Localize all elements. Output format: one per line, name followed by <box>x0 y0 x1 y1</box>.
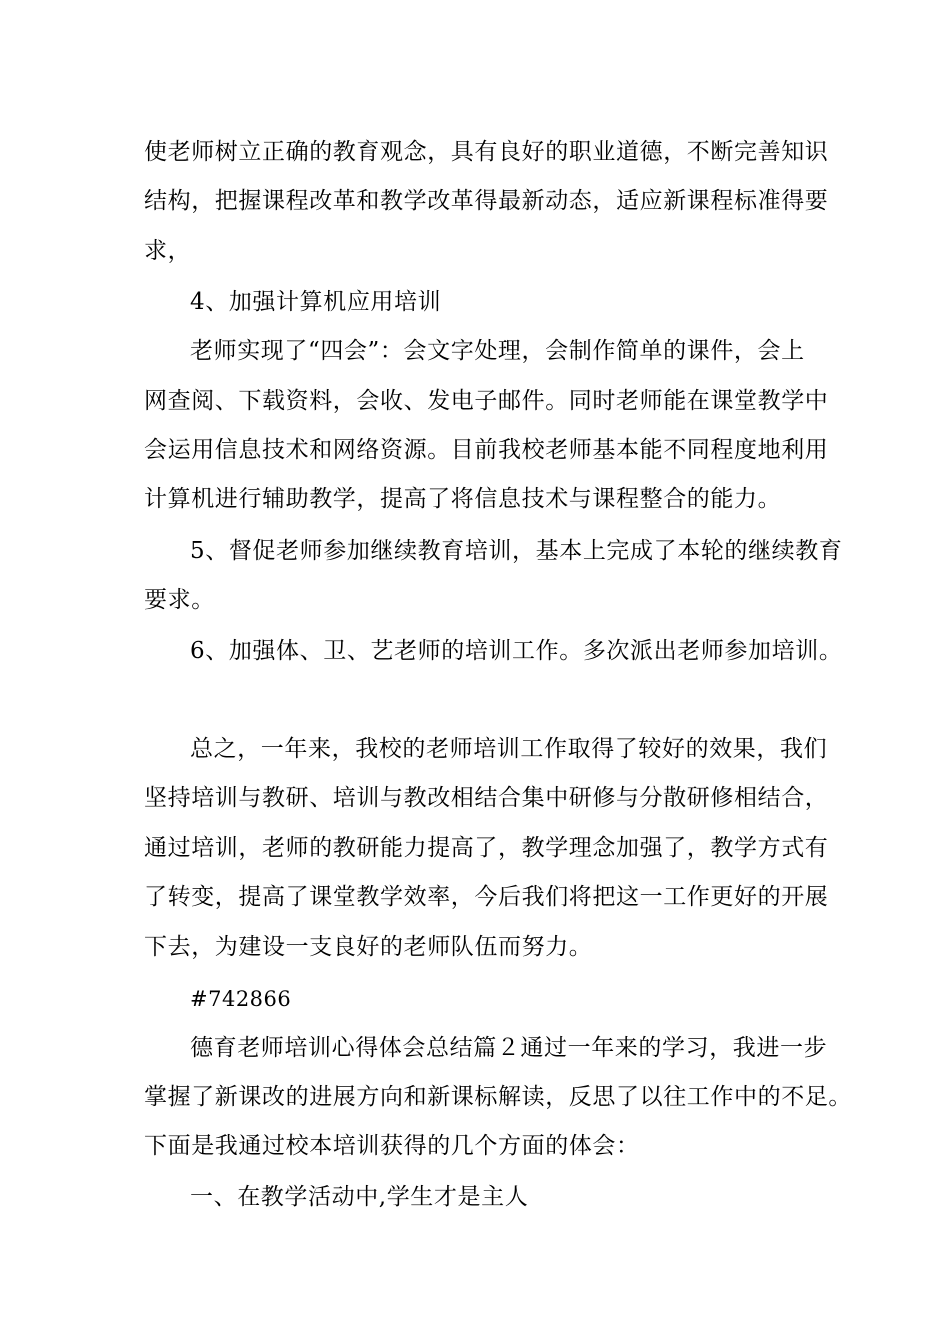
text-line: 结构，把握课程改革和教学改革得最新动态，适应新课程标准得要 <box>144 188 829 214</box>
section-heading: 4、加强计算机应用培训 <box>190 289 442 315</box>
text-line: 掌握了新课改的进展方向和新课标解读，反思了以往工作中的不足。 <box>144 1084 852 1110</box>
text-line: 会运用信息技术和网络资源。目前我校老师基本能不同程度地利用 <box>144 437 829 463</box>
section-heading: 德育老师培训心得体会总结篇２通过一年来的学习，我进一步 <box>190 1035 828 1061</box>
text-line: 5、督促老师参加继续教育培训，基本上完成了本轮的继续教育 <box>190 538 843 564</box>
text-line: 求， <box>144 238 192 264</box>
text-line: 通过培训，老师的教研能力提高了，教学理念加强了，教学方式有 <box>144 835 829 861</box>
text-line: 要求。 <box>144 587 215 613</box>
document-tag: #742866 <box>190 987 292 1011</box>
text-line: 下去，为建设一支良好的老师队伍而努力。 <box>144 934 593 960</box>
text-line: 老师实现了“四会”：会文字处理，会制作简单的课件，会上 <box>190 338 805 364</box>
text-line: 坚持培训与教研、培训与教改相结合集中研修与分散研修相结合， <box>144 785 829 811</box>
text-line: 了转变，提高了课堂教学效率，今后我们将把这一工作更好的开展 <box>144 884 829 910</box>
text-line: 使老师树立正确的教育观念，具有良好的职业道德，不断完善知识 <box>144 139 829 165</box>
text-line: 计算机进行辅助教学，提高了将信息技术与课程整合的能力。 <box>144 486 782 512</box>
section-heading: 一、在教学活动中,学生才是主人 <box>190 1184 529 1210</box>
text-line: 下面是我通过校本培训获得的几个方面的体会： <box>144 1133 640 1159</box>
text-line: 6、加强体、卫、艺老师的培训工作。多次派出老师参加培训。 <box>190 638 843 664</box>
text-line: 总之，一年来，我校的老师培训工作取得了较好的效果，我们 <box>190 736 828 762</box>
text-line: 网查阅、下载资料，会收、发电子邮件。同时老师能在课堂教学中 <box>144 388 829 414</box>
